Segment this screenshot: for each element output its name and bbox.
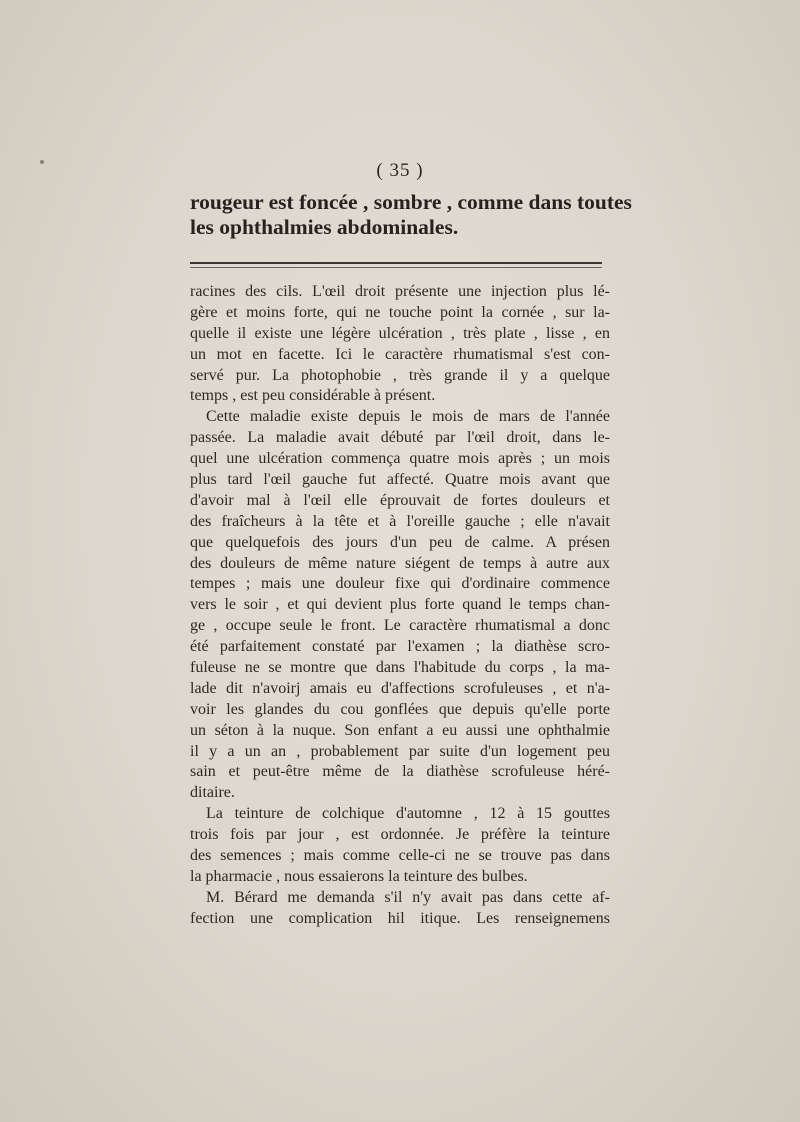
text-line: ge , occupe seule le front. Le caractère rhumatismal a donc <box>190 617 610 635</box>
text-line: temps , est peu considérable à présent. <box>190 387 436 405</box>
text-line: passée. La maladie avait débuté par l'œil droit, dans le- <box>190 429 610 447</box>
text-line: gère et moins forte, qui ne touche point la cornée , sur la- <box>190 303 610 321</box>
text-line: fuleuse ne se montre que dans l'habitude du corps , la ma- <box>190 659 610 677</box>
text-line: quelle il existe une légère ulcération , très plate , lisse , en <box>190 324 610 342</box>
text-line: tempes ; mais une douleur fixe qui d'ordinaire commence <box>190 575 610 593</box>
text-line: fection une complication hil itique. Les renseignemens <box>190 909 610 927</box>
text-line: trois fois par jour , est ordonnée. Je préfère la teinture <box>190 826 610 844</box>
text-line: des douleurs de même nature siégent de temps à autre aux <box>190 554 610 572</box>
text-line: voir les glandes du cou gonflées que depuis qu'elle porte <box>190 700 610 718</box>
carryover-heading <box>190 190 632 240</box>
text-line: ditaire. <box>190 784 235 802</box>
text-line: un séton à la nuque. Son enfant a eu aussi une ophthalmie <box>190 721 610 739</box>
text-line: sain et peut-être même de la diathèse scrofuleuse héré- <box>190 763 610 781</box>
heading-line: rougeur est foncée , sombre , comme dans toutes <box>190 190 632 214</box>
text-line: d'avoir mal à l'œil elle éprouvait de fortes douleurs et <box>190 491 610 509</box>
text-line: Cette maladie existe depuis le mois de mars de l'année <box>206 408 610 426</box>
text-line: été parfaitement constaté par l'examen ; la diathèse scro- <box>190 638 610 656</box>
page-number: ( 35 ) <box>376 160 424 181</box>
text-line: La teinture de colchique d'automne , 12 à 15 gouttes <box>206 805 610 823</box>
section-divider-thin <box>190 267 602 268</box>
text-line: servé pur. La photophobie , très grande il y a quelque <box>190 366 610 384</box>
text-line: quel une ulcération commença quatre mois après ; un mois <box>190 450 610 468</box>
section-divider <box>190 262 602 264</box>
text-line: la pharmacie , nous essaierons la teinture des bulbes. <box>190 867 528 885</box>
text-line: il y a un an , probablement par suite d'un logement peu <box>190 742 610 760</box>
text-line: que quelquefois des jours d'un peu de calme. A présen <box>190 533 610 551</box>
text-line: M. Bérard me demanda s'il n'y avait pas dans cette af- <box>206 888 610 906</box>
text-line: vers le soir , et qui devient plus forte quand le temps chan- <box>190 596 610 614</box>
text-line: des fraîcheurs à la tête et à l'oreille gauche ; elle n'avait <box>190 512 610 530</box>
text-line: racines des cils. L'œil droit présente une injection plus lé- <box>190 283 610 300</box>
text-line: lade dit n'avoirj amais eu d'affections scrofuleuses , et n'a- <box>190 679 610 697</box>
text-line: un mot en facette. Ici le caractère rhumatismal s'est con- <box>190 345 610 363</box>
text-line: plus tard l'œil gauche fut affecté. Quatre mois avant que <box>190 471 610 489</box>
body-text <box>190 282 610 930</box>
text-line: des semences ; mais comme celle-ci ne se trouve pas dans <box>190 847 610 865</box>
heading-line: les ophthalmies abdominales. <box>190 215 459 239</box>
